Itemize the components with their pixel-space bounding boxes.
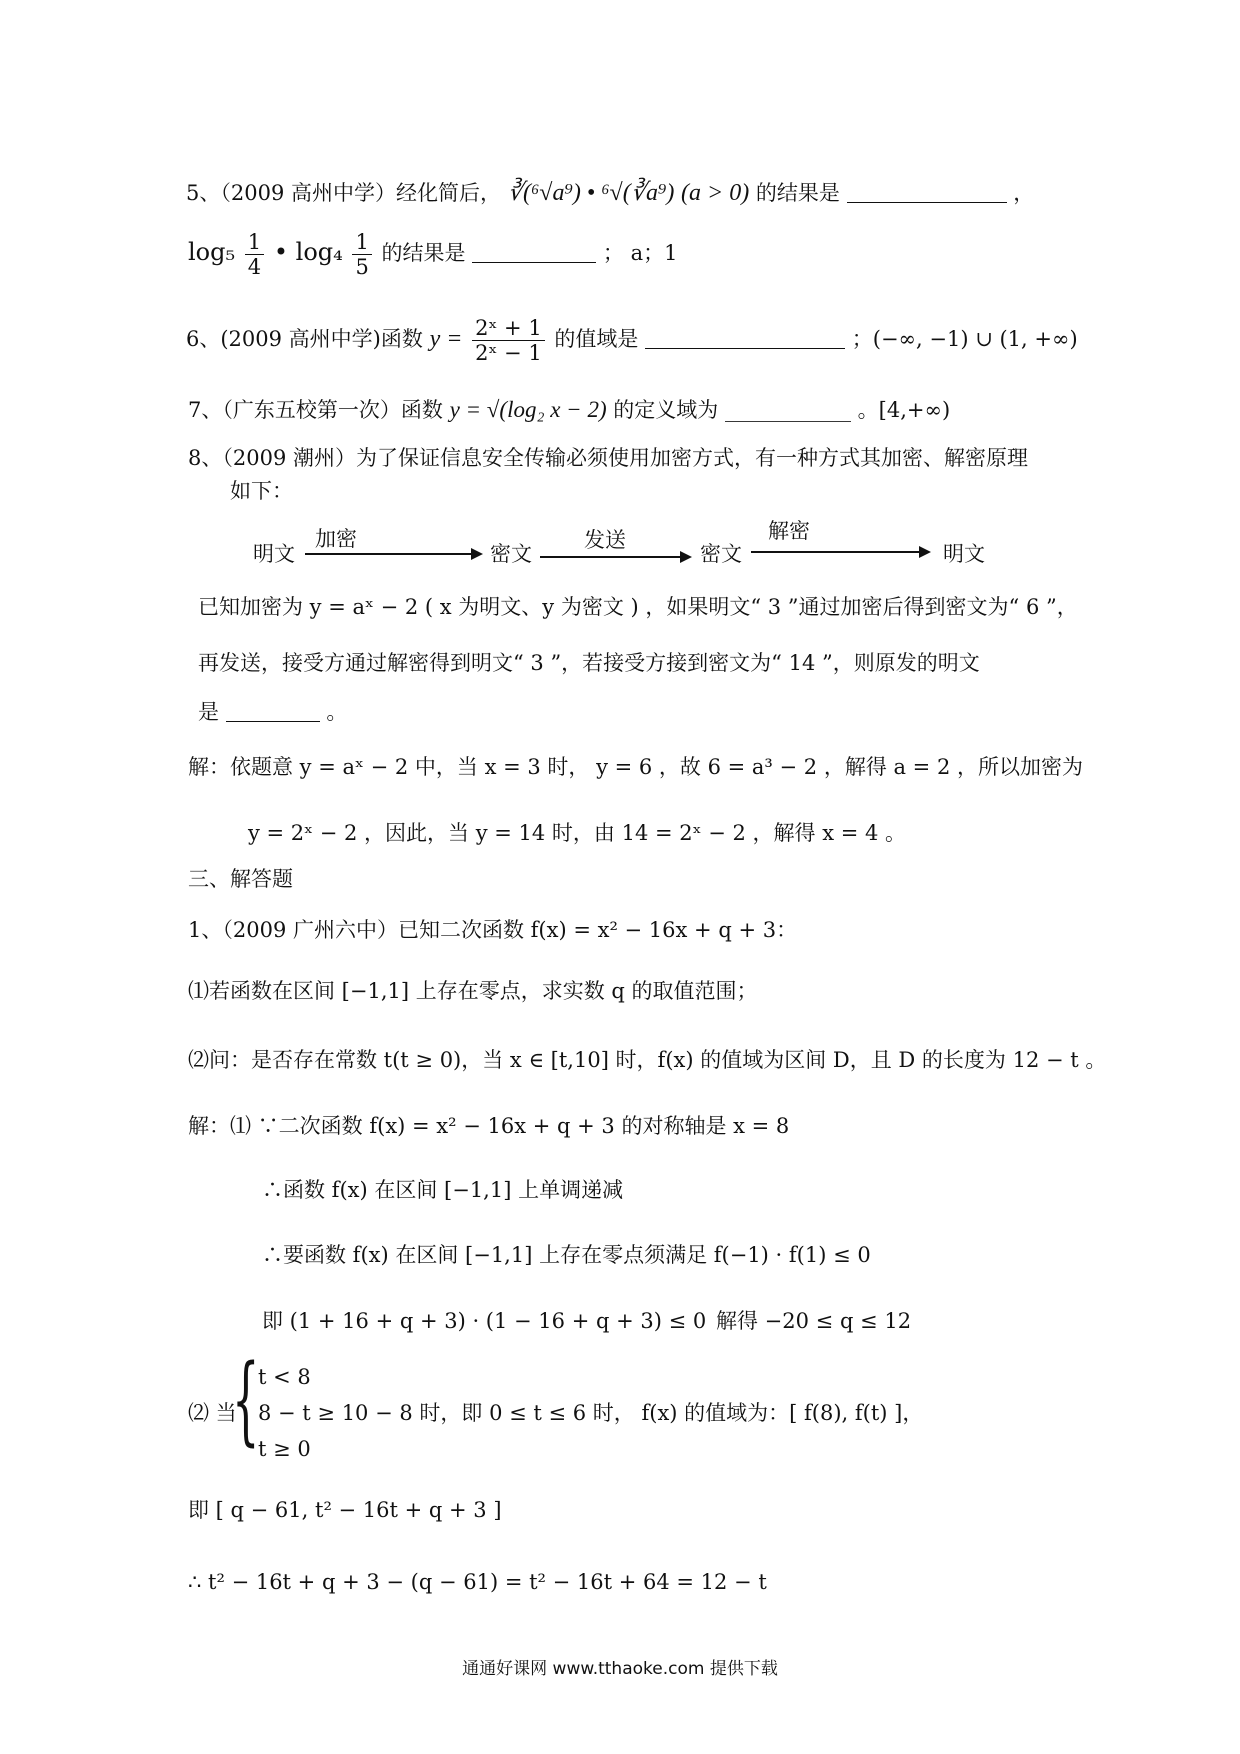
q5-line2 — [188, 230, 677, 279]
q8-paragraph-2: 再发送，接受方通过解密得到明文“ 3 ”，若接受方接到密文为“ 14 ”，则原发的明文 — [198, 651, 980, 675]
q5-line2-suffix: 的结果是 — [381, 241, 466, 265]
q6-answer: ；(−∞, −1) ∪ (1, +∞) — [851, 327, 1078, 351]
q5-radical-expr: ∛(⁶√a⁹) • ⁶√(∛a⁹) — [507, 180, 675, 206]
flow-arrow-2 — [540, 556, 690, 558]
p1-solution-4a: 即 (1 + 16 + q + 3) · (1 − 16 + q + 3) ≤ 0 — [262, 1309, 707, 1333]
q5-line1-end: ， — [1013, 181, 1035, 205]
q5-log-b: • log₄ — [273, 238, 343, 266]
q6-numerator: 2ˣ + 1 — [472, 316, 545, 341]
q7-prefix: 7、（广东五校第一次）函数 — [188, 398, 443, 422]
q7-suffix: 的定义域为 — [613, 398, 719, 422]
p1-case-2: 8 − t ≥ 10 − 8 时，即 0 ≤ t ≤ 6 时， f(x) 的值域为：[ f(8), f(t) ]， — [258, 1401, 924, 1425]
q6-line — [186, 316, 1078, 365]
q6-blank[interactable] — [645, 326, 845, 349]
q7-answer: 。[4,+∞) — [857, 398, 951, 422]
p1-solution-6: 即 [ q − 61, t² − 16t + q + 3 ] — [188, 1498, 502, 1522]
q5-log-a: log₅ — [188, 238, 236, 266]
q5-suffix: 的结果是 — [755, 181, 840, 205]
p1-solution-5-prefix: ⑵ 当 — [188, 1401, 237, 1425]
q5-line1 — [186, 178, 1034, 208]
q5-answers: ； a；1 — [602, 241, 678, 265]
p1-part1: ⑴若函数在区间 [−1,1] 上存在零点，求实数 q 的取值范围； — [188, 979, 758, 1003]
q6-fraction — [472, 316, 545, 365]
q6-func: y = — [429, 326, 463, 352]
p1-solution-7: ∴ t² − 16t + q + 3 − (q − 61) = t² − 16t + 64 = 12 − t — [188, 1570, 767, 1594]
q7-line — [188, 395, 950, 425]
q8-line1: 8、（2009 潮州）为了保证信息安全传输必须使用加密方式，有一种方式其加密、解密原理 — [188, 446, 1028, 470]
q5-condition: (a > 0) — [681, 180, 750, 206]
q8-solution-2: y = 2ˣ − 2 ，因此，当 y = 14 时，由 14 = 2ˣ − 2 ，解得 x = 4 。 — [248, 821, 907, 845]
page-footer: 通通好课网 www.tthaoke.com 提供下载 — [462, 1659, 778, 1679]
flow-node-plaintext-1: 明文 — [253, 542, 295, 566]
flow-node-cipher-2: 密文 — [700, 542, 742, 566]
p1-part2: ⑵问：是否存在常数 t(t ≥ 0)，当 x ∈ [t,10] 时，f(x) 的值域为区间 D，且 D 的长度为 12 − t 。 — [188, 1048, 1107, 1072]
q8-blank[interactable] — [226, 699, 320, 722]
flow-node-cipher-1: 密文 — [490, 542, 532, 566]
q5-frac-1-5: $\frac{1}{5}$ — [352, 230, 371, 279]
q8-line2: 如下： — [230, 479, 293, 503]
q6-prefix: 6、(2009 高州中学)函数 — [186, 327, 423, 351]
q5-blank-2[interactable] — [472, 240, 596, 263]
q8-paragraph-1: 已知加密为 y = aˣ − 2 ( x 为明文、y 为密文 ) ，如果明文“ 3 ”通过加密后得到密文为“ 6 ”， — [198, 595, 1078, 619]
q8-p3-text: 是 — [198, 700, 219, 724]
flow-node-plaintext-2: 明文 — [943, 542, 985, 566]
q7-blank[interactable]: ____________ — [724, 398, 851, 422]
q5-frac-1-4: $\frac{1}{4}$ — [245, 230, 264, 279]
q8-p3-end: 。 — [326, 700, 348, 724]
flow-label-send: 发送 — [584, 528, 626, 552]
flow-label-encrypt: 加密 — [315, 527, 357, 551]
p1-case-1: t < 8 — [258, 1365, 311, 1389]
p1-solution-1: 解：⑴ ∵二次函数 f(x) = x² − 16x + q + 3 的对称轴是 x = 8 — [188, 1114, 790, 1138]
p1-solution-2: ∴函数 f(x) 在区间 [−1,1] 上单调递减 — [262, 1178, 624, 1202]
p1-solution-3: ∴要函数 f(x) 在区间 [−1,1] 上存在零点须满足 f(−1) · f(1) ≤ 0 — [262, 1243, 871, 1267]
flow-arrow-3 — [751, 551, 929, 553]
flow-label-decrypt: 解密 — [768, 519, 810, 543]
q8-paragraph-3 — [198, 697, 347, 727]
q6-suffix: 的值域是 — [554, 327, 639, 351]
p1-solution-4b: 解得 −20 ≤ q ≤ 12 — [716, 1309, 912, 1333]
brace-symbol: { — [232, 1344, 260, 1456]
q8-solution-1: 解：依题意 y = aˣ − 2 中，当 x = 3 时， y = 6 ，故 6 = a³ − 2 ，解得 a = 2 ，所以加密为 — [188, 755, 1083, 779]
q5-blank-1[interactable] — [847, 180, 1007, 203]
q5-prefix: 5、（2009 高州中学）经化简后， — [186, 181, 501, 205]
flow-arrow-1 — [305, 553, 481, 555]
q6-denominator: 2ˣ − 1 — [475, 341, 542, 365]
p1-case-3: t ≥ 0 — [258, 1437, 311, 1461]
section-heading: 三、解答题 — [188, 867, 293, 891]
q7-func: y = √(log₂ x − 2) — [449, 397, 607, 422]
p1-stem: 1、（2009 广州六中）已知二次函数 f(x) = x² − 16x + q + 3： — [188, 918, 798, 942]
